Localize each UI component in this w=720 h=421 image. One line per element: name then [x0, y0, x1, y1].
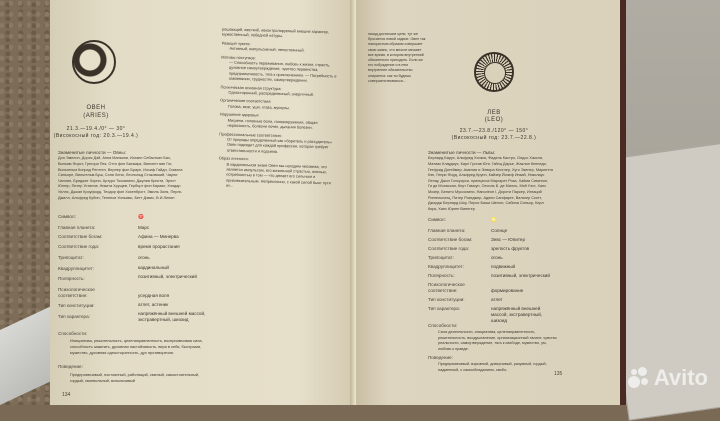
attr-value: Солнце [491, 228, 508, 233]
attr-value: огонь [138, 255, 150, 260]
attr-label: Соответствие года: [428, 246, 470, 251]
famous-text: Бернард Барух, Альфред Хичкок, Фидель Кастро, Олдос Хаксли, Матиас Клаудиус, Карл Густав Юнг, Гайнц Дарье, Жаклин Кеннеди, Гетфрид Дотеймер, Амелия и Элвира Кестнер, Хуго Экенер, Мариетта Кэп, Генри Форд, Альфред Крупп, Кайзер Йозеф Инзай, Николаус Ленау, Джон Голсуорси, принцесса Маргарет Роза, Хайми Сименон, Ги де Мопассан, Кнут Гамсун, Сесиль Б. де Милль, Мэй Уэст, Ханс Мозер, Бенито Муссолини, Наполеон I, Дороти Паркер, Игнаций Рингельнатц, Питер Розеджер, Адели Санфарте, Вальтер Скотт, Джордж Бернард Шоу, Перси Биши Шелли, Сабина Синьор, Карл Кирк, Ханс Юрген Виенгер [428, 156, 553, 211]
attr-value: Зевс — Юпитер [491, 237, 526, 242]
attr-value: атлет [491, 297, 503, 302]
left-page [50, 0, 360, 405]
abilities-label: Способности: [428, 323, 458, 328]
attr-value: ♈ [138, 214, 144, 219]
avito-watermark [628, 365, 708, 391]
section-label: Нарушение здоровья: [219, 111, 260, 118]
attr-value: усердная воля [138, 293, 170, 298]
attr-label: Квадруплицитет: [58, 266, 94, 271]
attr-value: ♌ [491, 217, 497, 222]
famous-label: Знаменитые личности — Овны: [58, 150, 126, 155]
attr-value: позитивный, электрический [491, 273, 550, 278]
attr-label: Символ: [58, 214, 76, 219]
attr-value: кардинальный [138, 265, 169, 270]
section-label: Образ личности: [218, 155, 249, 162]
behavior-label: Поведение: [428, 355, 453, 360]
col2-intro: решающий, жесткий, неконтролируемый внешне характер, мужественный, победной натуры. [221, 26, 329, 39]
attr-label: Квадруплицитет: [428, 264, 464, 269]
sign-latin-aries: (ARIES) [83, 113, 109, 119]
section-text: От природы определенный как «боритель и рассудитель» Овен подходит для каждой профессии, которая требует ответственности и подъема. [226, 136, 333, 154]
section-text: Мигрени, головные боли, головокружения, общая нервозность, болезни почек, дыхания болезни. [227, 117, 318, 130]
avito-logo-icon [628, 367, 650, 389]
attr-label: Психологическое соответствие: [428, 282, 465, 293]
section-label: Органические соответствия: [220, 97, 272, 105]
leo-dates: 23.7.—23.8./120° — 150° [459, 128, 529, 134]
open-book [50, 0, 620, 405]
attr-value: позитивный, электрический [138, 274, 197, 279]
attr-label: Психологическое соответствие: [58, 287, 95, 298]
right-page [356, 0, 626, 405]
attr-value: зрелость фруктов [491, 246, 530, 251]
aries-ram-icon [72, 40, 116, 84]
attr-value: напряжённый внешней массой, экстравертный, шизоид [491, 306, 543, 323]
attr-label: Тип характера: [428, 306, 460, 311]
attr-label: Главная планета: [428, 228, 466, 233]
attr-value: огонь [491, 255, 503, 260]
attr-value: атлет, астеник [138, 302, 169, 307]
abilities-text: Сила деятельности, инициатива, целенаправленность, решительность, воодушевление, организационный талант, чувство реальности, самоутверждение, тяга к свободе, мужество, ум, любовь к правде. [438, 330, 557, 351]
attr-value: напряжённый внешней массой, экстравертный, шизоид [138, 311, 206, 322]
attr-value: Марс [138, 225, 150, 230]
leo-famous-people [428, 150, 553, 212]
behavior-text: Предприимчивый, взрывной, доверчивый, разумный, гордый, надменный, с самообладанием, свобо- [438, 362, 547, 372]
attr-label: Тип конституции: [58, 303, 95, 308]
book-cover-edge [620, 0, 626, 405]
attr-label: Соответствие богам: [428, 237, 473, 242]
attr-label: Полярность: [58, 276, 85, 281]
section-label: Мотивы поступков: [221, 54, 256, 60]
attr-label: Соответствие богам: [58, 234, 103, 239]
section-text: В кардинальном знаке Овен мы находим человека, что является импульсом, его жизненной страстью, жизнью, потребностью в том — что делает его сильным и привлекательным. Непреклонно, с какой силой бьют пути их... [225, 161, 331, 188]
sign-dates: 21.3.—19.4./0° — 30° [66, 126, 126, 132]
attr-label: Символ: [428, 217, 446, 222]
page-number-right: 135 [554, 371, 563, 377]
attr-value: Афина — Минерва [138, 234, 179, 239]
section-text: Активный, импульсивный, непостоянный. [229, 45, 305, 53]
behavior-text: Предприимчивый, постоянный, работящий, смелый, самостоятельный, гордый, своевольный, вспыльчивый [70, 372, 200, 383]
attr-label: Трипоцитат: [428, 255, 454, 260]
famous-label: Знаменитые личности — Львы: [428, 150, 496, 155]
sign-name-aries: ОВЕН [86, 105, 106, 111]
attr-value: время прорастания [138, 244, 180, 249]
attr-value: формирование [491, 288, 524, 293]
leo-sun-icon [474, 52, 514, 92]
attr-label: Полярность: [428, 273, 455, 278]
page-number-left: 134 [62, 392, 71, 398]
attr-label: Тип конституции: [428, 297, 465, 302]
section-text: Односторонний, распределенный, энергичный. [228, 89, 315, 97]
right-column-1: назад достигшие цели, тут же бросается новой задаче. Овен так напористым образом совершает свою жизнь, что многое мешает все время, в котором внутренний обязательно приходить. Если же его побуждение и в нем внутреннее обязательство опирается: как ты будешь совершенствоваться... [368, 32, 426, 83]
abilities-text: Инициатива, решительность, целенаправленность, восприимчивая сила, способность зажигать, духовная настойчивость, вера в себя, быстрыми, мужество, духовная односторонность, дух противоречия. [70, 338, 203, 355]
section-text: — Способность переживания, любовь к жизни, страсть, духовное самоутверждение, чувство первенства, предприимчивость, тяга к приключениям. — Потребность в завоевании, трудностях, самоутверждении. [228, 59, 337, 83]
abilities-label: Способности: [58, 331, 88, 336]
attr-label: Соответствие года: [58, 244, 100, 249]
behavior-label: Поведение: [58, 364, 83, 369]
sign-name-leo: ЛЕВ [487, 110, 501, 116]
section-label: Психическая основная структура: [220, 84, 282, 91]
leo-leap-year-dates: (Високосный год: 23.7.—22.8.) [451, 135, 537, 141]
attr-label: Трипоцитат: [58, 255, 84, 260]
famous-people [58, 150, 183, 201]
attr-value: подвижный [491, 264, 516, 269]
leap-year-dates: (Високосный год: 20.3.—19.4.) [53, 133, 139, 139]
attr-label: Тип характера: [58, 314, 90, 319]
sign-latin-leo: (LEO) [484, 117, 504, 123]
avito-text: Avito [653, 365, 708, 390]
attr-label: Главная планета: [58, 225, 96, 230]
section-text: Голова, мозг, уши, глаза, мускулы. [227, 103, 291, 111]
section-label: Реакция чувств: [221, 40, 251, 47]
famous-text: Дон Эмелон, Дорис Дэй, Анна Маньяни, Иоганн Себастьян Бах, Вильям Форст, Грегори Пек, Отто фон Бисмарк, Винсент ван Гог, Вильгельм Конрад Рентген, Вернер фон Браун, Иосиф Гайдн, Симона Синьоре, Вильгельм Буш, Соня Хени, Леопольд Стоковский, Чарли Чаплин, Бриджит Хорни, Артуро Тосканини, Джулия Кристи, Эрнст Юнгер, Питер Устинов, Никита Хрущев, Гербърт фон Караян, Хэлдар Уиллс, Джоан Кроуфорд, Теодор фон Хохенброгт, Эмиль Золя, Перль Джилл, Альфред Кубин, Теннеси Уильямс, Бетт Дэвис, В.И.Ленин [58, 156, 183, 200]
left-column-2 [218, 26, 342, 191]
section-label: Профессиональные соответствия: [219, 130, 282, 138]
